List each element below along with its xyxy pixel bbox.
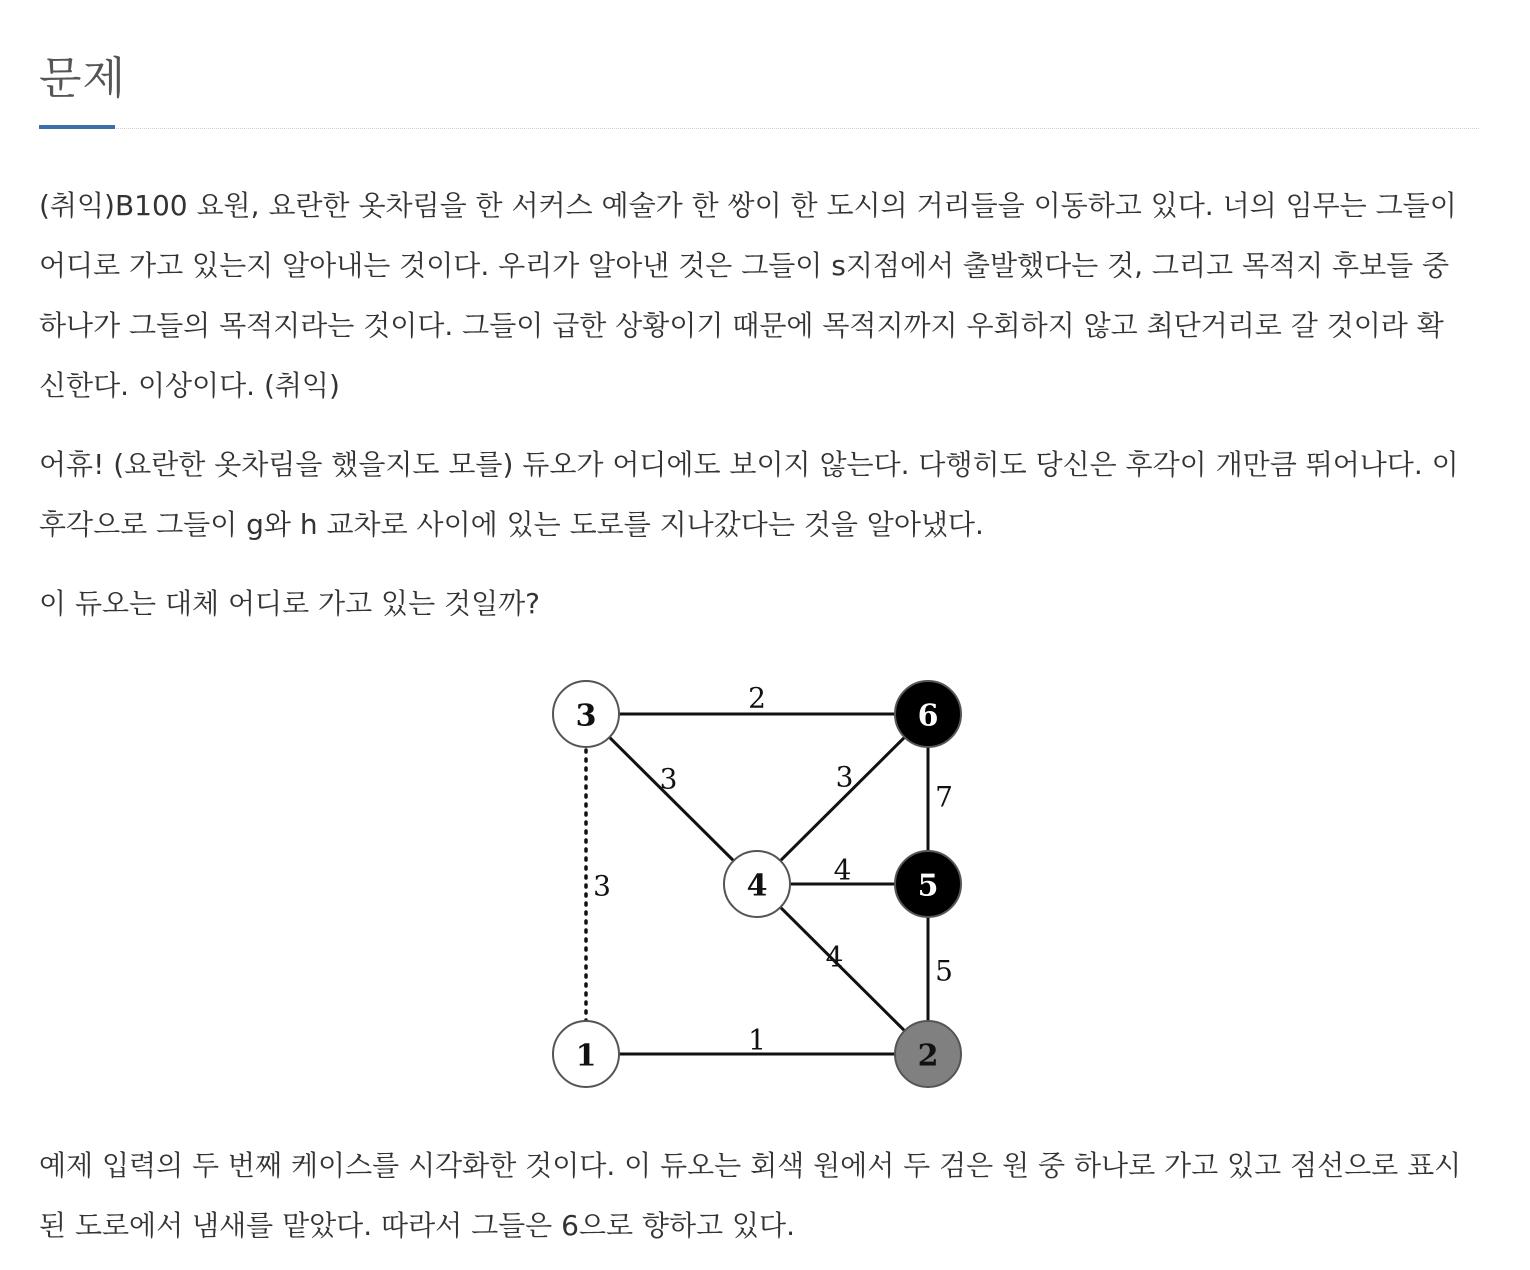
graph-node-label: 4 (746, 868, 768, 904)
section-divider (39, 122, 1479, 129)
edge-weight-label: 1 (748, 1023, 766, 1057)
graph-node-label: 6 (917, 698, 939, 734)
edge-weight-label: 3 (593, 869, 611, 903)
description-paragraph: 어휴! (요란한 옷차림을 했을지도 모를) 듀오가 어디에도 보이지 않는다. 다행히도 당신은 후각이 개만큼 뛰어나다. 이 후각으로 그들이 g와 h 교차로 사이에 있는 도로를 지나갔다는 것을 알아냈다. (39, 448, 1459, 541)
graph-figure (548, 676, 968, 1094)
edge-weight-label: 3 (659, 762, 678, 796)
graph-diagram (548, 676, 968, 1094)
section-title: 문제 (39, 53, 127, 104)
graph-node-label: 2 (917, 1038, 939, 1074)
figure-caption: 예제 입력의 두 번째 케이스를 시각화한 것이다. 이 듀오는 회색 원에서 두 검은 원 중 하나로 가고 있고 점선으로 표시 된 도로에서 냄새를 맡았다. 따라서 그들은 6으로 향하고 있다. (39, 1149, 1462, 1242)
graph-node-label: 5 (917, 868, 939, 904)
graph-node-label: 1 (575, 1038, 597, 1074)
edge-weight-label: 3 (835, 760, 854, 794)
problem-description (39, 176, 1479, 653)
description-paragraph: 이 듀오는 대체 어디로 가고 있는 것일까? (39, 587, 541, 620)
section-header (39, 48, 1479, 129)
edge-weight-label: 7 (935, 780, 953, 814)
edge-weight-label: 5 (935, 954, 953, 988)
graph-edge (586, 714, 757, 884)
edge-weight-label: 2 (748, 681, 766, 715)
edge-weight-label: 4 (833, 853, 852, 887)
section-title-underline (39, 125, 115, 129)
graph-node-label: 3 (575, 698, 597, 734)
edge-weight-label: 4 (825, 940, 844, 974)
description-paragraph: (취익)B100 요원, 요란한 옷차림을 한 서커스 예술가 한 쌍이 한 도시의 거리들을 이동하고 있다. 너의 임무는 그들이 어디로 가고 있는지 알아내는 것이다. 우리가 알아낸 것은 그들이 s지점에서 출발했다는 것, 그리고 목적지 후보들 중 하나가 그들의 목적지라는 것이다. 그들이 급한 상황이기 때문에 목적지까지 우회하지 않고 최단거리로 갈 것이라 확 신한다. 이상이다. (취익) (39, 189, 1457, 402)
